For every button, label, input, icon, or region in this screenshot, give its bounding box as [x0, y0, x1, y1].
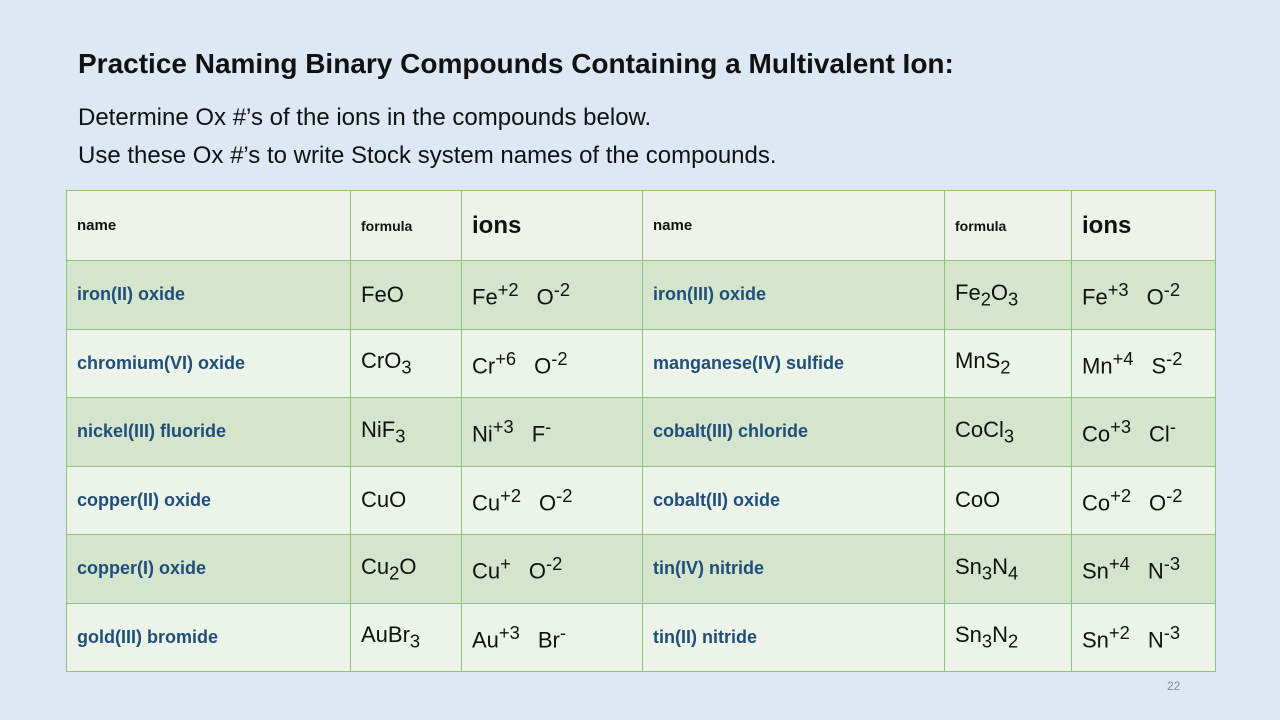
- element-symbol: Ni: [361, 416, 382, 442]
- ion-charges: [462, 466, 643, 535]
- ion-symbol: Co: [1082, 489, 1111, 515]
- oxidation-number: +2: [497, 279, 519, 301]
- oxidation-number: -: [545, 416, 552, 438]
- oxidation-number: +2: [1110, 484, 1132, 506]
- ion-symbol: Sn: [1082, 626, 1109, 652]
- element-symbol: Au: [361, 622, 388, 648]
- ion-charges: [1072, 466, 1216, 535]
- oxidation-number: +4: [1108, 553, 1130, 575]
- oxidation-number: -3: [1163, 621, 1181, 643]
- chemical-formula: [351, 466, 462, 535]
- element-symbol: O: [983, 487, 1001, 513]
- element-symbol: S: [985, 348, 1001, 374]
- compounds-table: [66, 190, 1216, 672]
- ion-symbol: Fe: [1082, 284, 1108, 310]
- oxidation-number: -2: [545, 553, 563, 575]
- subscript-count: 3: [1003, 424, 1015, 446]
- oxidation-number: +2: [500, 484, 522, 506]
- oxidation-number: +: [500, 553, 511, 575]
- oxidation-number: -2: [1166, 484, 1183, 506]
- ion-symbol: Cu: [472, 558, 501, 584]
- ion-symbol: F: [531, 421, 546, 447]
- element-symbol: Cr: [361, 348, 385, 374]
- ion-symbol: Mn: [1082, 352, 1113, 378]
- chemical-formula: [351, 398, 462, 467]
- ion-symbol: Br: [537, 626, 560, 652]
- header-formula-left: formula: [351, 191, 462, 261]
- ion-charges: [462, 535, 643, 604]
- table-row: [67, 261, 1216, 330]
- chemical-formula: [351, 329, 462, 398]
- chemical-formula: [945, 398, 1072, 467]
- subscript-count: 2: [1000, 356, 1011, 378]
- ion-symbol: O: [539, 489, 557, 515]
- ion-symbol: O: [1149, 489, 1167, 515]
- element-symbol: Br: [387, 622, 410, 648]
- chemical-formula: [945, 466, 1072, 535]
- compound-name: cobalt(II) oxide: [643, 466, 945, 535]
- ion-symbol: Cu: [472, 489, 501, 515]
- element-symbol: Cu: [361, 553, 390, 579]
- ion-charges: [462, 398, 643, 467]
- subscript-count: 3: [401, 356, 412, 378]
- slide-title: Practice Naming Binary Compounds Containing a Multivalent Ion:: [78, 48, 954, 79]
- oxidation-number: +4: [1112, 347, 1134, 369]
- element-symbol: O: [389, 487, 407, 513]
- element-symbol: Cl: [983, 416, 1004, 442]
- ion-symbol: Sn: [1082, 558, 1109, 584]
- ion-symbol: Ni: [472, 421, 493, 447]
- ion-charges: [462, 329, 643, 398]
- subscript-count: 3: [1008, 287, 1019, 309]
- page-number: 22: [1167, 679, 1181, 693]
- ion-charges: [1072, 603, 1216, 672]
- header-ions-right: ions: [1072, 191, 1216, 261]
- oxidation-number: -2: [551, 347, 568, 369]
- ion-charges: [1072, 535, 1216, 604]
- chemical-formula: [351, 603, 462, 672]
- compound-name: nickel(III) fluoride: [67, 398, 351, 467]
- element-symbol: Fe: [361, 281, 387, 307]
- element-symbol: O: [384, 348, 402, 374]
- instruction-line-2: Use these Ox #’s to write Stock system names of the compounds.: [78, 142, 777, 169]
- compound-name: copper(II) oxide: [67, 466, 351, 535]
- subscript-count: 2: [980, 287, 991, 309]
- oxidation-number: +3: [1110, 416, 1132, 438]
- ion-symbol: N: [1147, 626, 1164, 652]
- compound-name: chromium(VI) oxide: [67, 329, 351, 398]
- instruction-line-1: Determine Ox #’s of the ions in the compounds below.: [78, 104, 652, 131]
- compound-name: copper(I) oxide: [67, 535, 351, 604]
- compound-name: cobalt(III) chloride: [643, 398, 945, 467]
- element-symbol: Sn: [955, 553, 982, 579]
- chemical-formula: [945, 329, 1072, 398]
- element-symbol: Co: [955, 416, 984, 442]
- ion-symbol: O: [1146, 284, 1164, 310]
- table-row: [67, 466, 1216, 535]
- table-row: [67, 603, 1216, 672]
- compound-name: manganese(IV) sulfide: [643, 329, 945, 398]
- ion-symbol: O: [536, 284, 554, 310]
- element-symbol: Sn: [955, 622, 982, 648]
- table-row: [67, 398, 1216, 467]
- oxidation-number: -2: [1166, 347, 1183, 369]
- table-row: [67, 329, 1216, 398]
- element-symbol: N: [992, 553, 1009, 579]
- subscript-count: 3: [409, 630, 421, 652]
- element-symbol: N: [992, 622, 1009, 648]
- oxidation-number: -: [1169, 416, 1176, 438]
- compound-name: iron(III) oxide: [643, 261, 945, 330]
- subscript-count: 4: [1008, 561, 1019, 583]
- chemical-formula: [945, 535, 1072, 604]
- ion-symbol: Au: [472, 626, 499, 652]
- compound-name: iron(II) oxide: [67, 261, 351, 330]
- element-symbol: F: [381, 416, 396, 442]
- header-ions-left: ions: [462, 191, 643, 261]
- compound-name: tin(IV) nitride: [643, 535, 945, 604]
- oxidation-number: -2: [1163, 279, 1181, 301]
- chemical-formula: [945, 603, 1072, 672]
- oxidation-number: +6: [495, 347, 517, 369]
- ion-symbol: N: [1147, 558, 1164, 584]
- compound-name: gold(III) bromide: [67, 603, 351, 672]
- ion-charges: [462, 603, 643, 672]
- oxidation-number: +3: [1107, 279, 1129, 301]
- oxidation-number: -2: [553, 279, 571, 301]
- ion-charges: [1072, 261, 1216, 330]
- ion-charges: [462, 261, 643, 330]
- oxidation-number: +3: [492, 416, 514, 438]
- element-symbol: O: [399, 553, 417, 579]
- oxidation-number: -3: [1163, 553, 1181, 575]
- subscript-count: 2: [1008, 630, 1019, 652]
- oxidation-number: -: [559, 621, 566, 643]
- header-name-right: name: [643, 191, 945, 261]
- ion-symbol: Cr: [472, 352, 496, 378]
- chemical-formula: [945, 261, 1072, 330]
- compound-name: tin(II) nitride: [643, 603, 945, 672]
- ion-symbol: S: [1151, 352, 1167, 378]
- ion-symbol: O: [534, 352, 552, 378]
- element-symbol: Mn: [955, 348, 986, 374]
- header-name-left: name: [67, 191, 351, 261]
- table-header-row: [67, 191, 1216, 261]
- chemical-formula: [351, 535, 462, 604]
- ion-symbol: Fe: [472, 284, 498, 310]
- table-row: [67, 535, 1216, 604]
- subscript-count: 3: [395, 424, 406, 446]
- element-symbol: Cu: [361, 487, 390, 513]
- ion-symbol: Cl: [1149, 421, 1170, 447]
- element-symbol: Fe: [955, 279, 981, 305]
- oxidation-number: -2: [556, 484, 573, 506]
- subscript-count: 2: [389, 561, 400, 583]
- chemical-formula: [351, 261, 462, 330]
- ion-charges: [1072, 398, 1216, 467]
- ion-charges: [1072, 329, 1216, 398]
- element-symbol: O: [990, 279, 1009, 305]
- subscript-count: 3: [981, 561, 993, 583]
- ion-symbol: O: [528, 558, 546, 584]
- ion-symbol: Co: [1082, 421, 1111, 447]
- header-formula-right: formula: [945, 191, 1072, 261]
- element-symbol: Co: [955, 487, 984, 513]
- element-symbol: O: [386, 281, 404, 307]
- subscript-count: 3: [981, 630, 993, 652]
- oxidation-number: +2: [1108, 621, 1130, 643]
- oxidation-number: +3: [498, 621, 520, 643]
